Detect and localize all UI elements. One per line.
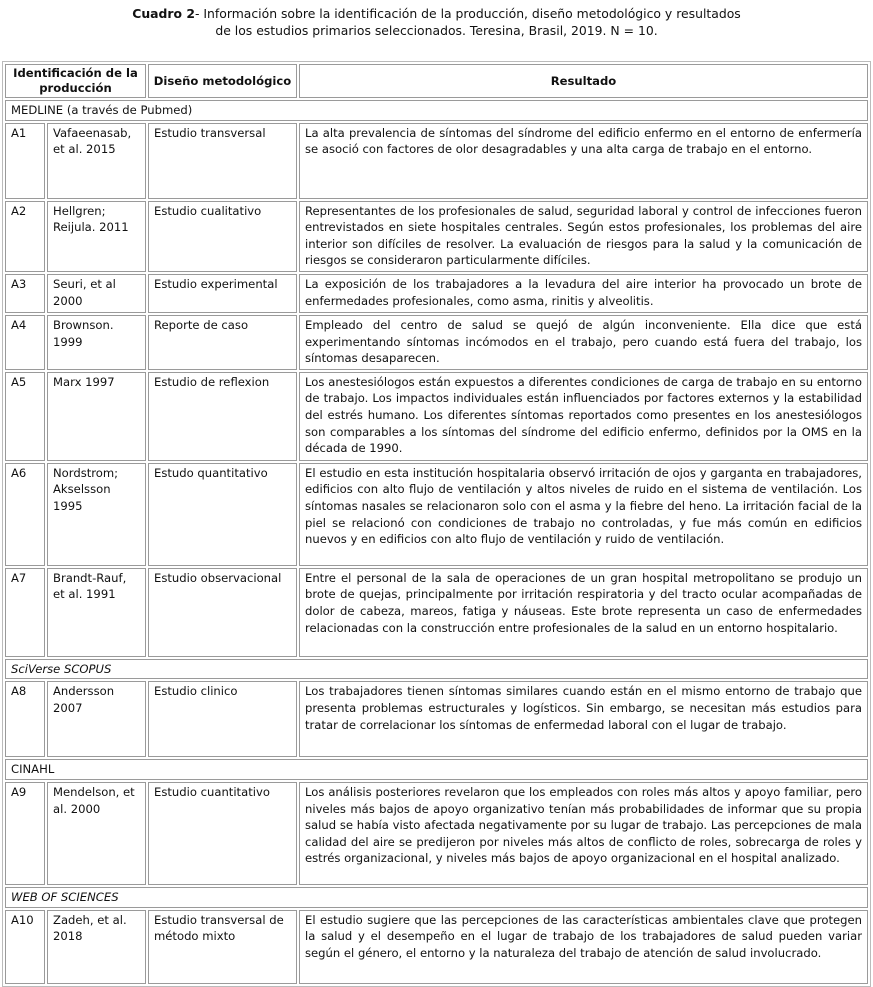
study-author: Brownson. 1999 <box>47 315 146 370</box>
table-caption <box>0 0 873 57</box>
study-id: A4 <box>5 315 45 370</box>
study-author: Nordstrom; Akselsson 1995 <box>47 463 146 566</box>
study-id: A2 <box>5 201 45 272</box>
study-author: Marx 1997 <box>47 372 146 461</box>
source-label: MEDLINE (a través de Pubmed) <box>5 100 868 121</box>
study-author: Andersson 2007 <box>47 681 146 757</box>
table-row <box>5 910 868 984</box>
study-id: A5 <box>5 372 45 461</box>
table-row <box>5 681 868 757</box>
study-design: Estudio de reflexion <box>148 372 297 461</box>
study-id: A8 <box>5 681 45 757</box>
source-row <box>5 659 868 680</box>
table-row <box>5 315 868 370</box>
study-id: A1 <box>5 123 45 199</box>
caption-text: - Información sobre la identificación de la producción, diseño metodológico y resultados <box>194 6 741 21</box>
study-design: Estudio cualitativo <box>148 201 297 272</box>
caption-line2: de los estudios primarios seleccionados. Teresina, Brasil, 2019. N = 10. <box>215 23 658 38</box>
source-label: WEB OF SCIENCES <box>5 887 868 908</box>
study-result: Los análisis posteriores revelaron que los empleados con roles más altos y apoyo familiar, pero niveles más bajos de apoyo organizativo tenían más probabilidades de informar que su propia salud se había visto afectada negativamente por su lugar de trabajo. Las percepciones de mala calidad del aire se predijeron por niveles más altos de conflicto de roles, sobrecarga de roles y estrés organizacional, y niveles más bajos de apoyo organizacional en el hospital analizado. <box>299 782 868 885</box>
study-id: A6 <box>5 463 45 566</box>
study-design: Estudio clinico <box>148 681 297 757</box>
study-author: Mendelson, et al. 2000 <box>47 782 146 885</box>
table-row <box>5 123 868 199</box>
source-label: CINAHL <box>5 759 868 780</box>
study-design: Estudio observacional <box>148 568 297 657</box>
study-result: El estudio sugiere que las percepciones de las características ambientales clave que protegen la salud y el desempeño en el lugar de trabajo de los trabajadores de salud pueden variar según el género, el entorno y la naturaleza del trabajo de atención de salud involucrado. <box>299 910 868 984</box>
header-row <box>5 64 868 98</box>
source-row <box>5 100 868 121</box>
study-design: Reporte de caso <box>148 315 297 370</box>
study-result: Los anestesiólogos están expuestos a diferentes condiciones de carga de trabajo en su entorno de trabajo. Los impactos individuales están influenciados por factores externos y la estabilidad del estrés humano. Los diferentes síntomas reportados como presentes en los anestesiólogos son comparables a los síntomas del síndrome del edificio enfermo, definidos por la OMS en la década de 1990. <box>299 372 868 461</box>
source-label: SciVerse SCOPUS <box>5 659 868 680</box>
study-id: A3 <box>5 274 45 313</box>
table-row <box>5 201 868 272</box>
study-author: Seuri, et al 2000 <box>47 274 146 313</box>
studies-table <box>2 61 871 987</box>
table-row <box>5 782 868 885</box>
study-id: A7 <box>5 568 45 657</box>
study-author: Hellgren; Reijula. 2011 <box>47 201 146 272</box>
table-row <box>5 568 868 657</box>
study-design: Estudio cuantitativo <box>148 782 297 885</box>
study-result: La alta prevalencia de síntomas del síndrome del edificio enfermo en el entorno de enfermería se asoció con factores de olor desagradables y una alta carga de trabajo en el entorno. <box>299 123 868 199</box>
header-result: Resultado <box>299 64 868 98</box>
study-result: Los trabajadores tienen síntomas similares cuando están en el mismo entorno de trabajo que presenta problemas estructurales y logísticos. Sin embargo, se necesitan más estudios para tratar de correlacionar los síntomas de enfermedad laboral con el lugar de trabajo. <box>299 681 868 757</box>
study-design: Estudio transversal de método mixto <box>148 910 297 984</box>
study-result: Representantes de los profesionales de salud, seguridad laboral y control de infecciones fueron entrevistados en siete hospitales centrales. Según estos profesionales, los problemas del aire interior son difíciles de resolver. La evaluación de riesgos para la salud y la comunicación de riesgos se consideraron particularmente difíciles. <box>299 201 868 272</box>
source-row <box>5 759 868 780</box>
study-result: El estudio en esta institución hospitalaria observó irritación de ojos y garganta en trabajadores, edificios con alto flujo de ventilación y altos niveles de ruido en el sistema de ventilación. Los síntomas nasales se relacionaron solo con el asma y la fiebre del heno. La irritación facial de la piel se relacionó con condiciones de trabajo no controladas, y fue más común en edificios nuevos y en edificios con alto flujo de ventilación y ruido de ventilación. <box>299 463 868 566</box>
header-identification: Identificación de la producción <box>5 64 146 98</box>
study-result: Empleado del centro de salud se quejó de algún inconveniente. Ella dice que está experimentando síntomas incómodos en el trabajo, pero cuando está fuera del trabajo, los síntomas desaparecen. <box>299 315 868 370</box>
study-result: La exposición de los trabajadores a la levadura del aire interior ha provocado un brote de enfermedades profesionales, como asma, rinitis y alveolitis. <box>299 274 868 313</box>
table-row <box>5 372 868 461</box>
table-row <box>5 274 868 313</box>
study-author: Vafaeenasab, et al. 2015 <box>47 123 146 199</box>
caption-label: Cuadro 2 <box>132 6 195 21</box>
header-design: Diseño metodológico <box>148 64 297 98</box>
study-author: Brandt-Rauf, et al. 1991 <box>47 568 146 657</box>
study-design: Estudio transversal <box>148 123 297 199</box>
study-design: Estudo quantitativo <box>148 463 297 566</box>
study-design: Estudio experimental <box>148 274 297 313</box>
study-result: Entre el personal de la sala de operaciones de un gran hospital metropolitano se produjo un brote de quejas, principalmente por irritación respiratoria y del tracto ocular acompañadas de dolor de cabeza, mareos, fatiga y náuseas. Este brote representa un caso de enfermedades relacionadas con la construcción entre profesionales de la salud en un entorno hospitalario. <box>299 568 868 657</box>
study-id: A10 <box>5 910 45 984</box>
source-row <box>5 887 868 908</box>
table-row <box>5 463 868 566</box>
study-id: A9 <box>5 782 45 885</box>
study-author: Zadeh, et al. 2018 <box>47 910 146 984</box>
